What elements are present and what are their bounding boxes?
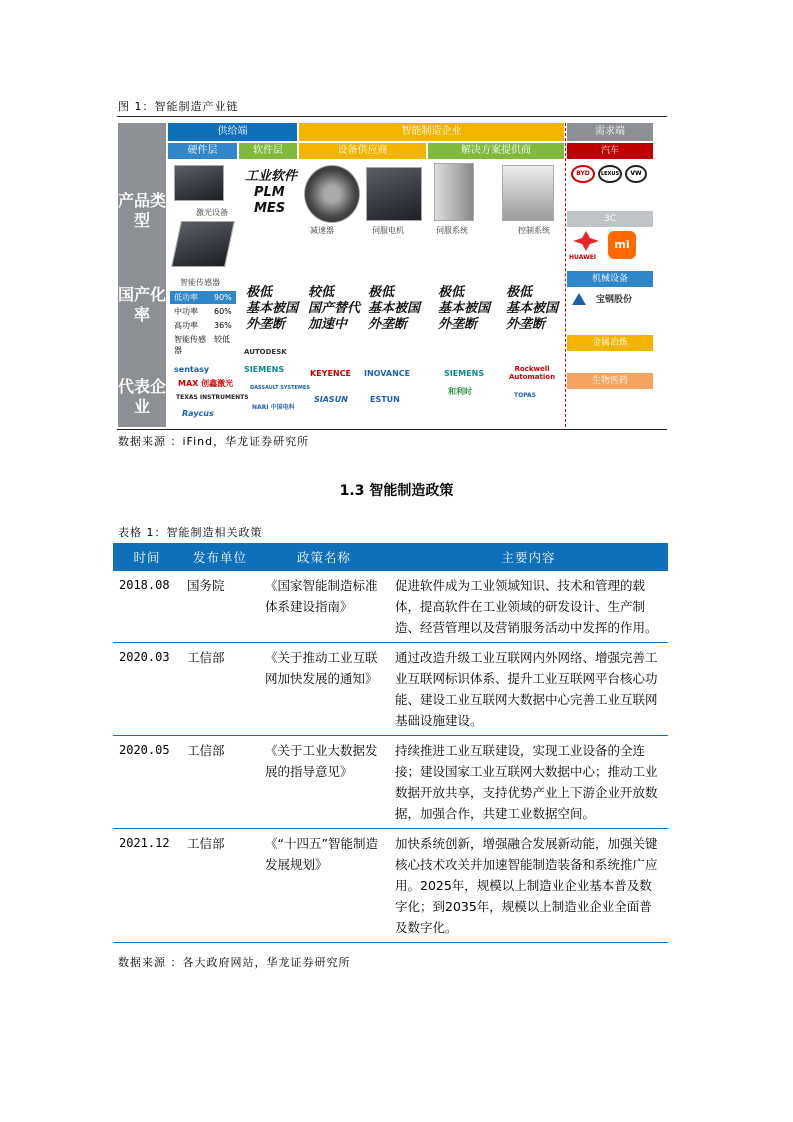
logo-autodesk: AUTODESK (244, 348, 287, 356)
loc-software-2: 基本被国 (246, 301, 299, 316)
software-type-3: MES (254, 201, 286, 216)
cell-date: 2021.12 (113, 829, 181, 943)
cell-content: 加快系统创新，增强融合发展新动能，加强关键核心技术攻关并加速智能制造装备和系统推广应用。2025年，规模以上制造业企业基本普及数字化；到2035年，规模以上制造业企业全面普及数字化。 (389, 829, 668, 943)
logo-inovance: INOVANCE (364, 369, 411, 378)
loc-reducer-2: 国产替代 (308, 301, 361, 316)
demand-metal: 金属冶炼 (567, 335, 653, 351)
servo-system-image (434, 163, 474, 221)
reducer-image (304, 165, 360, 223)
brand-vw: VW (625, 165, 647, 183)
section-title: 1.3 智能制造政策 (339, 483, 454, 499)
header-supply: 供给端 (168, 123, 297, 141)
header-intelligent: 智能制造企业 (299, 123, 564, 141)
brand-baosteel: 宝钢股份 (596, 295, 633, 305)
logo-topas: TOPAS (514, 392, 537, 399)
logo-texas-instruments: TEXAS INSTRUMENTS (176, 394, 249, 401)
pct-label: 智能传感器 (174, 335, 206, 355)
subheader-solution: 解决方案提供商 (428, 143, 564, 159)
table-row (113, 571, 668, 643)
loc-control-system-3: 外垄断 (506, 317, 546, 332)
loc-servo-motor-1: 极低 (368, 285, 395, 300)
subheader-hardware: 硬件层 (168, 143, 237, 159)
figure-source: 数据来源 ：iFind，华龙证券研究所 (118, 435, 310, 448)
cell-date: 2018.08 (113, 571, 181, 643)
servo-motor-image (366, 167, 422, 221)
baosteel-logo-icon (572, 293, 586, 305)
logo-siemens-software: SIEMENS (244, 365, 285, 374)
demand-3c: 3C (567, 211, 653, 227)
logo-siasun: SIASUN (314, 395, 348, 404)
pct-row-sensor (170, 334, 236, 358)
cell-policy-name: 《关于推动工业互联网加快发展的通知》 (259, 643, 389, 736)
cell-unit: 国务院 (181, 571, 259, 643)
pct-label: 低功率 (174, 293, 198, 302)
logo-siemens-solution: SIEMENS (444, 369, 485, 378)
cell-unit: 工信部 (181, 829, 259, 943)
loc-control-system-2: 基本被国 (506, 301, 559, 316)
loc-software-1: 极低 (246, 285, 273, 300)
pct-row-high (170, 319, 236, 332)
loc-servo-system-2: 基本被国 (438, 301, 491, 316)
header-demand: 需求端 (567, 123, 653, 141)
control-system-image (502, 165, 554, 221)
cell-unit: 工信部 (181, 643, 259, 736)
logo-rockwell: Rockwell Automation (508, 365, 556, 381)
table-row (113, 736, 668, 829)
logo-max: MAX 创鑫激光 (178, 379, 234, 388)
header-date: 时间 (113, 543, 181, 571)
label-servo-system: 伺服系统 (436, 226, 468, 235)
figure-bottom-rule (117, 429, 667, 430)
pct-label: 中功率 (174, 307, 198, 316)
row-label-companies: 代表企业 (118, 377, 167, 416)
brand-lexus: LEXUS (598, 165, 622, 183)
header-unit: 发布单位 (181, 543, 259, 571)
demand-machinery: 机械设备 (567, 271, 653, 287)
loc-servo-motor-2: 基本被国 (368, 301, 421, 316)
logo-dassault: DASSAULT SYSTEMES (250, 385, 310, 391)
brand-huawei: HUAWEI (569, 254, 597, 261)
brand-xiaomi: mi (608, 231, 636, 259)
logo-sentasy: sentasy (174, 365, 210, 374)
pct-row-mid (170, 305, 236, 318)
pct-value: 90% (214, 293, 232, 302)
laser-device-image (174, 165, 224, 201)
loc-control-system-1: 极低 (506, 285, 533, 300)
label-laser-device: 激光设备 (196, 208, 228, 217)
cell-policy-name: 《国家智能制造标准体系建设指南》 (259, 571, 389, 643)
table-header-row (113, 543, 668, 571)
pct-value: 36% (214, 321, 232, 330)
header-policy-name: 政策名称 (259, 543, 389, 571)
pct-value: 60% (214, 307, 232, 316)
table-row (113, 643, 668, 736)
loc-software-3: 外垄断 (246, 317, 286, 332)
software-type-2: PLM (254, 185, 285, 200)
pct-row-low (170, 291, 236, 304)
cell-date: 2020.03 (113, 643, 181, 736)
software-type-1: 工业软件 (245, 169, 298, 184)
loc-reducer-1: 较低 (308, 285, 335, 300)
row-label-localization: 国产化率 (118, 285, 167, 324)
figure-top-rule (117, 116, 667, 117)
subheader-equipment: 设备供应商 (299, 143, 426, 159)
demand-bio: 生物医药 (567, 373, 653, 389)
table-title: 表格 1：智能制造相关政策 (118, 526, 263, 539)
table-source: 数据来源 ：各大政府网站，华龙证券研究所 (118, 956, 351, 969)
logo-raycus: Raycus (182, 409, 214, 418)
subheader-software: 软件层 (239, 143, 297, 159)
cell-policy-name: 《关于工业大数据发展的指导意见》 (259, 736, 389, 829)
loc-reducer-3: 加速中 (308, 317, 348, 332)
industry-chain-diagram (118, 123, 666, 427)
cell-content: 促进软件成为工业领域知识、技术和管理的载体，提高软件在工业领域的研发设计、生产制造、经营管理以及营销服务活动中发挥的作用。 (389, 571, 668, 643)
table-row (113, 829, 668, 943)
loc-servo-system-3: 外垄断 (438, 317, 478, 332)
loc-servo-system-1: 极低 (438, 285, 465, 300)
pct-value: 较低 (214, 335, 230, 344)
cell-policy-name: 《“十四五”智能制造发展规划》 (259, 829, 389, 943)
smart-sensor-image (171, 221, 235, 267)
huawei-logo-icon (573, 231, 599, 251)
label-servo-motor: 伺服电机 (372, 226, 404, 235)
cell-date: 2020.05 (113, 736, 181, 829)
row-label-product-type: 产品类型 (118, 191, 167, 230)
policy-table (113, 543, 668, 943)
label-control-system: 控制系统 (518, 226, 550, 235)
demand-divider (565, 123, 566, 427)
cell-content: 通过改造升级工业互联网内外网络、增强完善工业互联网标识体系、提升工业互联网平台核心功能、建设工业互联网大数据中心完善工业互联网基础设施建设。 (389, 643, 668, 736)
cell-unit: 工信部 (181, 736, 259, 829)
header-content: 主要内容 (389, 543, 668, 571)
figure-title: 图 1：智能制造产业链 (118, 100, 239, 113)
label-smart-sensor: 智能传感器 (180, 278, 220, 287)
loc-servo-motor-3: 外垄断 (368, 317, 408, 332)
logo-keyence: KEYENCE (310, 369, 351, 378)
logo-nari: NARI 中国电科 (252, 404, 295, 411)
label-reducer: 减速器 (310, 226, 334, 235)
brand-byd: BYD (571, 165, 595, 183)
pct-label: 高功率 (174, 321, 198, 330)
cell-content: 持续推进工业互联建设，实现工业设备的全连接；建设国家工业互联网大数据中心；推动工业数据开放共享，支持优势产业上下游企业开放数据，加强合作，共建工业数据空间。 (389, 736, 668, 829)
demand-auto: 汽车 (567, 143, 653, 159)
logo-hollysys: 和利时 (448, 387, 472, 396)
logo-estun: ESTUN (370, 395, 400, 404)
